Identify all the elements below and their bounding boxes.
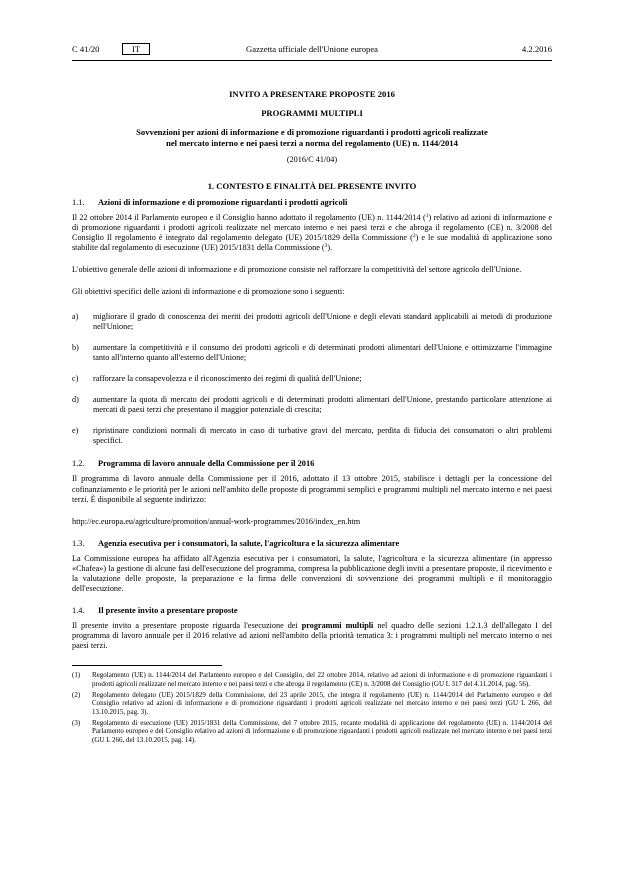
journal-title: Gazzetta ufficiale dell'Unione europea — [246, 44, 378, 54]
list-item: e) ripristinare condizioni normali di mercato in caso di turbative gravi del mercato, perdita di fiducia dei consumatori o altri problemi specifici. — [72, 426, 552, 446]
subsection-number: 1.3. — [72, 538, 85, 548]
footnote-ref[interactable]: 2 — [412, 233, 416, 240]
subsection-title: Programma di lavoro annuale della Commissione per il 2016 — [98, 459, 315, 469]
subsection-heading-1-4 — [72, 606, 552, 615]
section-heading: 1. CONTESTO E FINALITÀ DEL PRESENTE INVITO — [207, 181, 417, 191]
doc-description-line-1: Sovvenzioni per azioni di informazione e di promozione riguardanti i prodotti agricoli realizzate — [136, 127, 488, 137]
list-item: c) rafforzare la consapevolezza e il riconoscimento dei regimi di qualità dell'Unione; — [72, 373, 362, 383]
subsection-number: 1.1. — [72, 198, 85, 207]
footnote: (3) Regolamento di esecuzione (UE) 2015/1831 della Commissione, del 7 ottobre 2015, recante modalità di applicazione del regolamento (UE) n. 1144/2014 del Parlamento europeo e del Consiglio relativo ad azioni di informazione e di promozione riguardanti i prodotti agricoli realizzate nel mercato interno e nei paesi terzi (GU L 266, del 13.10.2015, pag. 14). — [72, 718, 552, 744]
subsection-heading-1-2 — [72, 459, 552, 468]
page-number: C 41/20 — [72, 44, 100, 54]
subsection-heading-1-1 — [72, 198, 552, 207]
subsection-title: Azioni di informazione e di promozione riguardanti i prodotti agricoli — [98, 198, 348, 207]
header-divider — [72, 60, 552, 61]
publication-date: 4.2.2016 — [521, 44, 552, 54]
doc-subtitle: PROGRAMMI MULTIPLI — [261, 108, 363, 118]
paragraph: L'obiettivo generale delle azioni di informazione e di promozione consiste nel rafforzare la competitività del settore agricolo dell'Unione. — [72, 265, 522, 275]
subsection-number: 1.4. — [72, 606, 85, 616]
subsection-title: Agenzia esecutiva per i consumatori, la salute, l'agricoltura e la sicurezza alimentare — [98, 538, 400, 548]
paragraph: Il presente invito a presentare proposte riguarda l'esecuzione dei programmi multipli nel quadro delle sezioni 1.2.1.3 dell'allegato I del programma di lavoro annuale per il 2016 relative ad azioni nell'ambito della priorità tematica 3: i programmi multipli nel mercato interno o nei paesi terzi. — [72, 621, 552, 651]
doc-title: INVITO A PRESENTARE PROPOSTE 2016 — [229, 89, 395, 99]
list-item: b) aumentare la competitività e il consumo dei prodotti agricoli e di determinati prodotti alimentari dell'Unione e ottimizzarne l'immagine tanto all'interno quanto all'esterno dell'Unione; — [72, 342, 552, 362]
list-item: d) aumentare la quota di mercato dei prodotti agricoli e di determinati prodotti alimentari dell'Unione, prestando particolare attenzione ai mercati di paesi terzi che presentano il maggior potenziale di crescita; — [72, 395, 552, 415]
paragraph: La Commissione europea ha affidato all'Agenzia esecutiva per i consumatori, la salute, l'agricoltura e la sicurezza alimentare (in appresso «Chafea») la gestione di alcune fasi dell'esecuzione del programma, compresa la pubblicazione degli inviti a presentare proposte, il ricevimento e la valutazione delle proposte, la preparazione e la firma delle convenzioni di sovvenzione dei programmi multipli e il monitoraggio dell'esecuzione. — [72, 553, 552, 594]
doc-description — [72, 127, 552, 148]
footnote: (1) Regolamento (UE) n. 1144/2014 del Parlamento europeo e del Consiglio, del 22 ottobre 2014, relativo ad azioni di informazione e di promozione riguardanti i prodotti agricoli realizzate nel mercato interno e nei paesi terzi e che abroga il regolamento (CE) n. 3/2008 del Consiglio (GU L 317 del 4.11.2014, pag. 56). — [72, 671, 552, 688]
program-url-link[interactable]: http://ec.europa.eu/agriculture/promotion/annual-work-programmes/2016/index_en.htm — [72, 516, 361, 526]
paragraph: Il 22 ottobre 2014 il Parlamento europeo e il Consiglio hanno adottato il regolamento (UE) n. 1144/2014 ($^1$) relativo ad azioni di informazione e di promozione riguardanti i prodotti agricoli realizzate nel mercato interno e nei paesi terzi e che abroga il regolamento (CE) n. 3/2008 del Consiglio Il regolamento è integrato dal regolamento delegato (UE) 2015/1829 della Commissione ($^2$) e le sue modalità di applicazione sono stabilite dal regolamento di esecuzione (UE) 2015/1831 della Commissione ($^3$). — [72, 213, 552, 253]
paragraph: Gli obiettivi specifici delle azioni di informazione e di promozione sono i seguenti: — [72, 287, 345, 297]
page-header — [72, 44, 552, 58]
footnote-ref[interactable]: 3 — [324, 243, 328, 250]
paragraph: Il programma di lavoro annuale della Commissione per il 2016, adottato il 13 ottobre 2015, stabilisce i dettagli per la concessione del cofinanziamento e le priorità per le azioni nell'ambito delle proposte di programmi semplici e programmi multipli nel mercato interno e nei paesi terzi. È disponibile al seguente indirizzo: — [72, 474, 552, 504]
doc-reference: (2016/C 41/04) — [286, 155, 338, 164]
doc-description-line-2: nel mercato interno e nei paesi terzi a norma del regolamento (UE) n. 1144/2014 — [166, 137, 458, 148]
subsection-heading-1-3 — [72, 539, 552, 548]
language-code: IT — [122, 43, 150, 55]
list-item: a) migliorare il grado di conoscenza dei meriti dei prodotti agricoli dell'Unione e degli elevati standard applicabili ai metodi di produzione nell'Unione; — [72, 311, 552, 331]
subsection-title: Il presente invito a presentare proposte — [98, 606, 238, 616]
footnote: (2) Regolamento delegato (UE) 2015/1829 della Commissione, del 23 aprile 2015, che integra il regolamento (UE) n. 1144/2014 del Parlamento europeo e del Consiglio relativo ad azioni di informazione e di promozione riguardanti i prodotti agricoli realizzate nel mercato interno e nei paesi terzi (GU L 266, del 13.10.2015, pag. 3). — [72, 691, 552, 716]
footnote-ref[interactable]: 1 — [425, 213, 429, 219]
document-page — [72, 44, 552, 744]
subsection-number: 1.2. — [72, 459, 85, 469]
footnote-divider — [72, 665, 222, 666]
